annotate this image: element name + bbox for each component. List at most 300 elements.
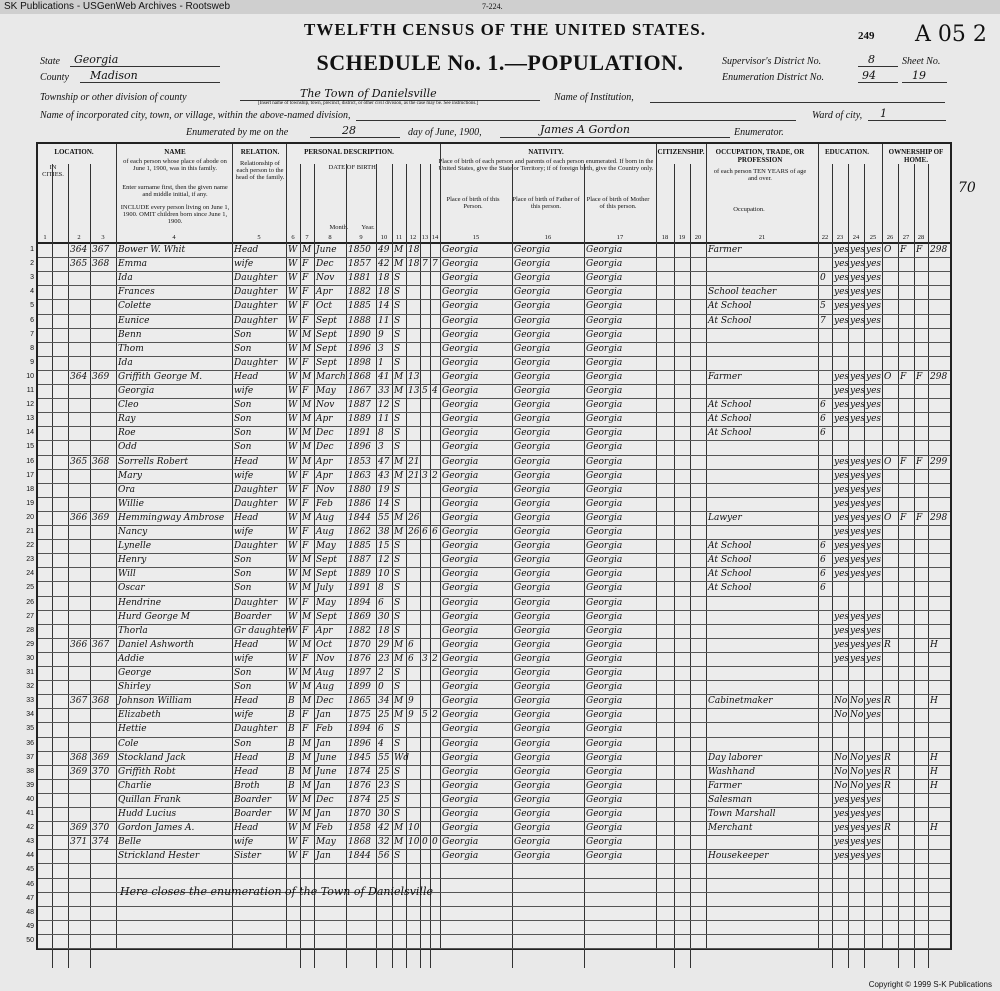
cell-sex: M: [302, 794, 312, 805]
cell-dw: 369: [70, 823, 88, 834]
cell-year: 1889: [348, 414, 371, 425]
cell-month: Sept: [316, 555, 337, 566]
cell-bp: Georgia: [442, 273, 479, 284]
col-personal: PERSONAL DESCRIPTION.: [304, 148, 394, 156]
cell-own: R: [884, 766, 891, 777]
cell-month: Jan: [316, 780, 331, 791]
col-name: NAME: [164, 148, 186, 156]
cell-bp: Georgia: [442, 710, 479, 721]
cell-name: Shirley: [118, 682, 151, 693]
cell-col: W: [288, 329, 298, 340]
cell-name: Emma: [118, 259, 148, 270]
cell-eng: yes: [866, 287, 882, 298]
cell-age: 32: [378, 837, 390, 848]
cell-name: Ray: [118, 414, 136, 425]
cell-month: Nov: [316, 484, 335, 495]
cell-sex: M: [302, 696, 312, 707]
cell-eng: yes: [866, 710, 882, 721]
cell-own: O: [884, 245, 892, 255]
cell-ms: S: [394, 357, 401, 368]
cell-read: yes: [834, 414, 850, 425]
line-number: 37: [26, 753, 34, 761]
enumeration-value: 94: [862, 69, 876, 82]
cell-name: Quillan Frank: [118, 794, 181, 805]
cell-fbp: Georgia: [514, 512, 551, 523]
cell-rel: Son: [234, 583, 252, 594]
cell-age: 30: [378, 809, 390, 819]
township-note: [Insert name of township, town, precinct, district, or other civil division, as the case may be. See instructions.]: [258, 101, 479, 106]
cell-occ: School teacher: [708, 287, 777, 298]
cell-mo: 5: [820, 301, 826, 312]
cell-mbp: Georgia: [586, 541, 623, 552]
cell-sex: M: [302, 245, 312, 255]
cell-month: Oct: [316, 639, 333, 650]
cell-col: W: [288, 639, 298, 650]
cell-write: yes: [850, 823, 866, 834]
cell-write: yes: [850, 625, 866, 636]
cell-yrs: 6: [408, 639, 414, 650]
cell-col: W: [288, 371, 298, 382]
table-row: [38, 329, 950, 341]
cell-sex: F: [302, 541, 309, 552]
cell-col: W: [288, 273, 298, 284]
cell-sex: M: [302, 555, 312, 566]
cell-eng: yes: [866, 794, 882, 805]
cell-eng: yes: [866, 527, 882, 537]
cell-read: yes: [834, 512, 850, 523]
cell-month: Apr: [316, 625, 333, 636]
cell-mo: 6: [820, 414, 826, 425]
cell-own: O: [884, 371, 892, 382]
cell-eng: yes: [866, 512, 882, 523]
cell-col: W: [288, 837, 298, 848]
cell-year: 1875: [348, 710, 371, 721]
cell-read: yes: [834, 301, 850, 312]
cell-fbp: Georgia: [514, 738, 551, 749]
cell-ms: S: [394, 498, 401, 509]
cell-write: yes: [850, 809, 866, 819]
cell-bp: Georgia: [442, 484, 479, 495]
cell-mbp: Georgia: [586, 724, 623, 735]
cell-age: 55: [378, 752, 390, 763]
state-label: State: [40, 56, 60, 67]
cell-fbp: Georgia: [514, 456, 551, 467]
column-number: 2: [77, 234, 81, 241]
page-number: 249: [858, 30, 875, 42]
cell-bp: Georgia: [442, 752, 479, 763]
cell-age: 55: [378, 512, 390, 523]
col-nativity: NATIVITY.: [528, 148, 564, 156]
cell-eng: yes: [866, 470, 882, 481]
cell-age: 25: [378, 710, 390, 721]
cell-year: 1874: [348, 766, 371, 777]
enumerator-label: Enumerator.: [734, 127, 784, 138]
cell-fbp: Georgia: [514, 668, 551, 678]
cell-rel: Head: [234, 371, 259, 382]
cell-mbp: Georgia: [586, 780, 623, 791]
cell-fbp: Georgia: [514, 710, 551, 721]
cell-year: 1880: [348, 484, 371, 495]
cell-age: 18: [378, 273, 390, 284]
cell-farm: F: [916, 371, 923, 382]
enumeration-underline: [858, 82, 898, 83]
cell-read: yes: [834, 273, 850, 284]
column-number: 6: [291, 234, 295, 241]
cell-sex: F: [302, 597, 309, 608]
cell-eng: yes: [866, 414, 882, 425]
cell-fbp: Georgia: [514, 611, 551, 622]
table-row: [38, 766, 950, 778]
cell-ms: S: [394, 780, 401, 791]
cell-name: Gordon James A.: [118, 823, 195, 834]
cell-bp: Georgia: [442, 315, 479, 326]
cell-sex: F: [302, 484, 309, 495]
col-pob-father: Place of birth of Father of this person.: [512, 196, 580, 210]
column-number: 1: [43, 234, 47, 241]
cell-eng: yes: [866, 315, 882, 326]
row-rule: [38, 878, 950, 879]
cell-born: 6: [422, 527, 428, 537]
col-pob-mother: Place of birth of Mother of this person.: [586, 196, 650, 210]
cell-sex: M: [302, 668, 312, 678]
cell-sched: 298: [930, 371, 948, 382]
table-row: [38, 780, 950, 792]
cell-write: yes: [850, 315, 866, 326]
cell-col: W: [288, 527, 298, 537]
column-number: 10: [380, 234, 388, 241]
cell-mbp: Georgia: [586, 484, 623, 495]
cell-sched: H: [930, 780, 938, 791]
cell-age: 47: [378, 456, 390, 467]
cell-age: 11: [378, 414, 390, 425]
table-row: [38, 822, 950, 834]
cell-eng: yes: [866, 752, 882, 763]
cell-occ: At School: [708, 400, 752, 411]
cell-yrs: 10: [408, 837, 420, 848]
cell-dw: 369: [70, 766, 88, 777]
cell-occ: At School: [708, 428, 752, 439]
cell-ms: S: [394, 343, 401, 354]
cell-age: 49: [378, 245, 390, 255]
cell-rel: Son: [234, 400, 252, 411]
cell-rel: Daughter: [234, 287, 278, 298]
line-number: 3: [30, 274, 34, 282]
cell-mbp: Georgia: [586, 653, 623, 664]
supervisor-underline: [858, 66, 898, 67]
cell-month: March: [316, 371, 346, 382]
column-number: 28: [917, 234, 925, 241]
cell-year: 1869: [348, 611, 371, 622]
col-occupation-desc: of each person TEN YEARS of age and over.: [713, 168, 807, 182]
cell-mbp: Georgia: [586, 315, 623, 326]
cell-ms: S: [394, 738, 401, 749]
cell-bp: Georgia: [442, 386, 479, 396]
cell-name: Griffith Robt: [118, 766, 176, 777]
cell-read: yes: [834, 569, 850, 580]
cell-col: W: [288, 682, 298, 693]
cell-read: yes: [834, 823, 850, 834]
line-number: 43: [26, 838, 34, 846]
cell-mbp: Georgia: [586, 428, 623, 439]
cell-age: 14: [378, 498, 390, 509]
cell-fbp: Georgia: [514, 301, 551, 312]
column-number: 26: [886, 234, 894, 241]
cell-eng: yes: [866, 259, 882, 270]
cell-rel: Gr daughter: [234, 625, 291, 636]
line-number: 22: [26, 542, 34, 550]
cell-sex: M: [302, 611, 312, 622]
line-number: 49: [26, 922, 34, 930]
cell-rel: Daughter: [234, 301, 278, 312]
row-rule: [38, 906, 950, 907]
cell-col: W: [288, 512, 298, 523]
table-row: [38, 738, 950, 750]
incorporated-underline: [356, 120, 796, 121]
column-number: 16: [544, 234, 552, 241]
cell-rel: Head: [234, 245, 259, 255]
cell-year: 1882: [348, 287, 371, 298]
line-number: 16: [26, 457, 34, 465]
table-row: [38, 836, 950, 848]
cell-name: Addie: [118, 653, 145, 664]
cell-read: yes: [834, 245, 850, 255]
cell-bp: Georgia: [442, 611, 479, 622]
cell-eng: yes: [866, 555, 882, 566]
cell-eng: yes: [866, 371, 882, 382]
census-title: TWELFTH CENSUS OF THE UNITED STATES.: [304, 20, 706, 39]
cell-sex: F: [302, 724, 309, 735]
cell-mbp: Georgia: [586, 442, 623, 453]
cell-age: 11: [378, 315, 390, 326]
col-ownership: OWNERSHIP OF HOME.: [888, 148, 944, 164]
column-number: 20: [694, 234, 702, 241]
cell-bp: Georgia: [442, 597, 479, 608]
cell-own: R: [884, 696, 891, 707]
site-header: SK Publications - USGenWeb Archives - Rootsweb: [0, 0, 1000, 14]
cell-rel: wife: [234, 653, 254, 664]
cell-bp: Georgia: [442, 512, 479, 523]
cell-read: No: [834, 696, 848, 707]
cell-col: W: [288, 456, 298, 467]
cell-yrs: 18: [408, 259, 420, 270]
cell-fam: 374: [92, 837, 110, 848]
cell-col: W: [288, 343, 298, 354]
cell-year: 1899: [348, 682, 371, 693]
cell-rel: Daughter: [234, 357, 278, 368]
cell-ms: M: [394, 259, 404, 270]
cell-bp: Georgia: [442, 555, 479, 566]
cell-born: 7: [422, 259, 428, 270]
cell-write: yes: [850, 555, 866, 566]
cell-eng: yes: [866, 245, 882, 255]
cell-sex: M: [302, 442, 312, 453]
cell-occ: At School: [708, 414, 752, 425]
table-row: [38, 639, 950, 651]
line-number: 24: [26, 570, 34, 578]
cell-sex: M: [302, 329, 312, 340]
cell-mbp: Georgia: [586, 823, 623, 834]
cell-write: No: [850, 766, 864, 777]
cell-sched: H: [930, 823, 938, 834]
line-number: 50: [26, 936, 34, 944]
line-number: 13: [26, 415, 34, 423]
cell-name: Nancy: [118, 527, 148, 537]
cell-bp: Georgia: [442, 724, 479, 735]
cell-name: Oscar: [118, 583, 145, 594]
cell-name: Frances: [118, 287, 155, 298]
cell-ms: S: [394, 851, 401, 862]
ward-value: 1: [880, 107, 887, 120]
cell-fbp: Georgia: [514, 597, 551, 608]
cell-occ: Washhand: [708, 766, 755, 777]
cell-read: yes: [834, 315, 850, 326]
cell-sex: M: [302, 780, 312, 791]
cell-age: 25: [378, 794, 390, 805]
cell-fbp: Georgia: [514, 555, 551, 566]
cell-read: No: [834, 780, 848, 791]
cell-age: 38: [378, 527, 390, 537]
cell-read: yes: [834, 653, 850, 664]
cell-mbp: Georgia: [586, 809, 623, 819]
cell-mbp: Georgia: [586, 682, 623, 693]
cell-age: 42: [378, 823, 390, 834]
cell-year: 1891: [348, 428, 371, 439]
cell-ms: S: [394, 484, 401, 495]
cell-col: W: [288, 287, 298, 298]
cell-sex: M: [302, 752, 312, 763]
cell-yrs: 13: [408, 386, 420, 396]
cell-fbp: Georgia: [514, 569, 551, 580]
line-number: 14: [26, 429, 34, 437]
cell-eng: yes: [866, 273, 882, 284]
col-name-desc: of each person whose place of abode on June 1, 1900, was in this family.: [123, 158, 227, 172]
cell-mbp: Georgia: [586, 301, 623, 312]
margin-note: 70: [958, 180, 976, 196]
cell-rel: Head: [234, 752, 259, 763]
cell-name: Lynelle: [118, 541, 152, 552]
cell-name: Will: [118, 569, 136, 580]
cell-year: 1897: [348, 668, 371, 678]
cell-fam: 367: [92, 639, 110, 650]
table-row: [38, 470, 950, 482]
column-number: 11: [395, 234, 403, 241]
cell-dw: 371: [70, 837, 88, 848]
cell-bp: Georgia: [442, 837, 479, 848]
cell-month: Dec: [316, 696, 334, 707]
line-number: 39: [26, 781, 34, 789]
cell-name: Benn: [118, 329, 142, 340]
cell-rel: Boarder: [234, 794, 272, 805]
cell-age: 23: [378, 780, 390, 791]
township-label: Township or other division of county: [40, 92, 187, 103]
cell-fam: 368: [92, 696, 110, 707]
column-number: 22: [821, 234, 829, 241]
cell-name: Griffith George M.: [118, 371, 203, 382]
cell-name: Mary: [118, 470, 142, 481]
cell-write: yes: [850, 569, 866, 580]
cell-sex: F: [302, 301, 309, 312]
cell-mo: 0: [820, 273, 826, 284]
cell-age: 42: [378, 259, 390, 270]
cell-mbp: Georgia: [586, 639, 623, 650]
cell-farm: F: [916, 512, 923, 523]
cell-write: yes: [850, 653, 866, 664]
cell-year: 1876: [348, 653, 371, 664]
cell-rel: wife: [234, 259, 254, 270]
cell-name: Hendrine: [118, 597, 162, 608]
cell-eng: yes: [866, 851, 882, 862]
cell-year: 1896: [348, 343, 371, 354]
cell-rel: Son: [234, 738, 252, 749]
cell-fbp: Georgia: [514, 442, 551, 453]
cell-bp: Georgia: [442, 470, 479, 481]
cell-write: yes: [850, 851, 866, 862]
cell-write: yes: [850, 245, 866, 255]
cell-fbp: Georgia: [514, 498, 551, 509]
cell-rel: Son: [234, 343, 252, 354]
table-row: [38, 286, 950, 298]
institution-underline: [650, 102, 945, 103]
cell-sex: M: [302, 823, 312, 834]
cell-mbp: Georgia: [586, 273, 623, 284]
line-number: 48: [26, 908, 34, 916]
line-number: 29: [26, 640, 34, 648]
cell-age: 43: [378, 470, 390, 481]
column-number: 25: [869, 234, 877, 241]
cell-write: yes: [850, 400, 866, 411]
cell-dw: 366: [70, 639, 88, 650]
cell-free: F: [900, 245, 907, 255]
sheet-label: Sheet No.: [902, 56, 941, 67]
cell-ms: S: [394, 414, 401, 425]
cell-name: Bower W. Whit: [118, 245, 186, 255]
day-underline: [310, 137, 400, 138]
cell-month: Sept: [316, 357, 337, 368]
cell-name: Sorrells Robert: [118, 456, 188, 467]
cell-read: yes: [834, 611, 850, 622]
table-row: [38, 582, 950, 594]
cell-sex: F: [302, 315, 309, 326]
cell-mbp: Georgia: [586, 400, 623, 411]
cell-age: 12: [378, 555, 390, 566]
cell-year: 1885: [348, 541, 371, 552]
cell-read: yes: [834, 527, 850, 537]
line-number: 2: [30, 260, 34, 268]
cell-year: 1870: [348, 809, 371, 819]
cell-sex: F: [302, 851, 309, 862]
cell-col: W: [288, 611, 298, 622]
cell-month: Jan: [316, 738, 331, 749]
cell-month: Feb: [316, 498, 333, 509]
line-number: 47: [26, 894, 34, 902]
column-number: 13: [421, 234, 429, 241]
county-label: County: [40, 72, 69, 83]
cell-month: Jan: [316, 809, 331, 819]
cell-bp: Georgia: [442, 343, 479, 354]
cell-read: yes: [834, 625, 850, 636]
cell-bp: Georgia: [442, 442, 479, 453]
cell-bp: Georgia: [442, 696, 479, 707]
line-number: 15: [26, 443, 34, 451]
line-number: 42: [26, 824, 34, 832]
cell-bp: Georgia: [442, 668, 479, 678]
cell-col: W: [288, 625, 298, 636]
cell-sex: M: [302, 456, 312, 467]
cell-free: F: [900, 371, 907, 382]
cell-mbp: Georgia: [586, 794, 623, 805]
cell-yrs: 21: [408, 456, 420, 467]
cell-month: Sept: [316, 315, 337, 326]
